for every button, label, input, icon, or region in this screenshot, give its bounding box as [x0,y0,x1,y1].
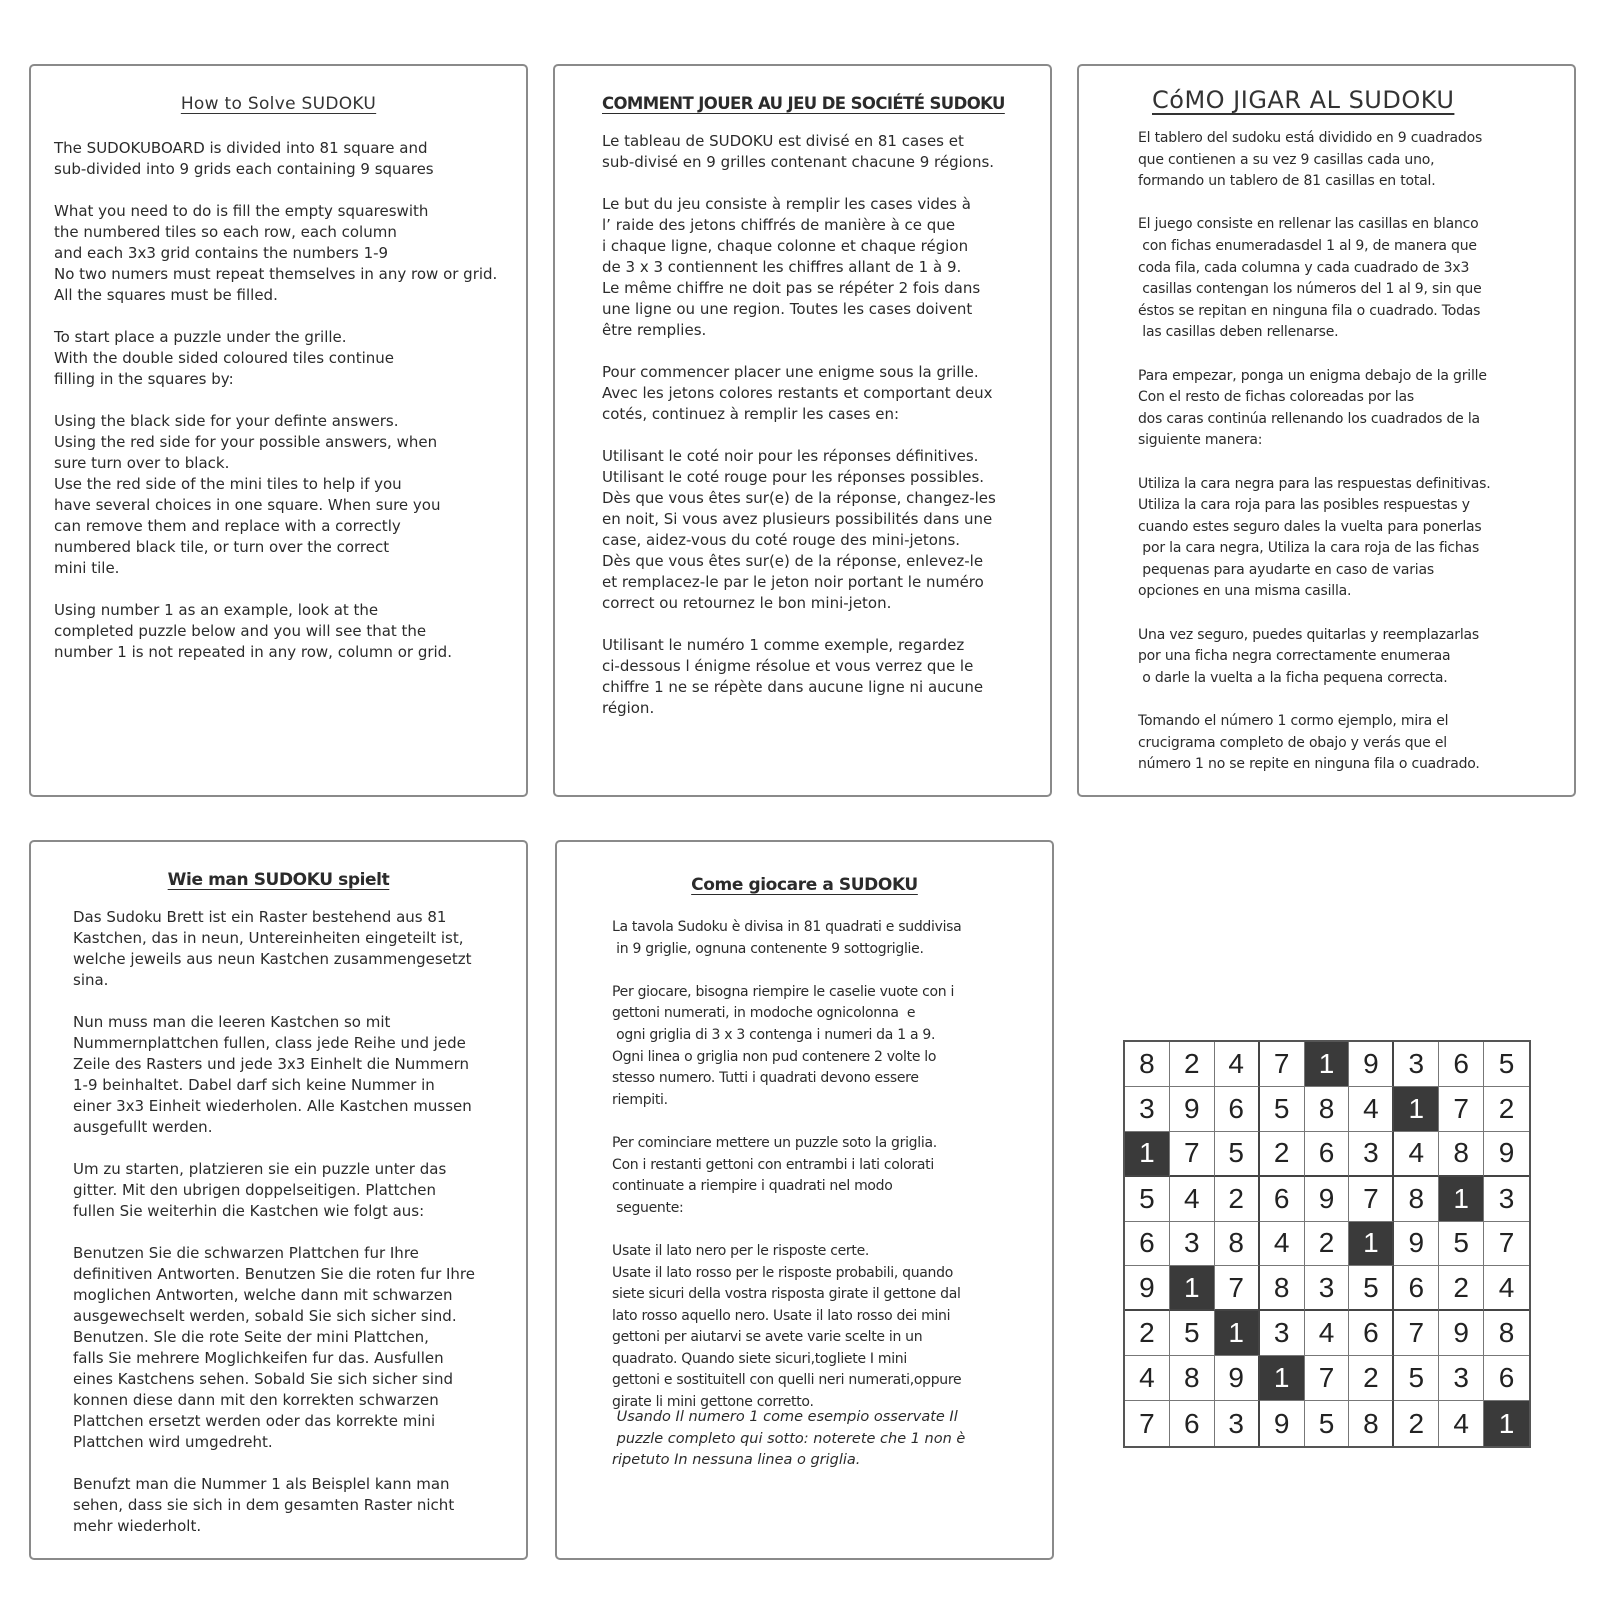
card-title: CóMO JIGAR AL SUDOKU [1152,86,1455,114]
sudoku-cell: 8 [1125,1042,1170,1087]
sudoku-cell: 1 [1215,1311,1260,1356]
sudoku-cell: 9 [1439,1311,1484,1356]
sudoku-example-grid [1123,1040,1531,1448]
sudoku-cell: 9 [1215,1356,1260,1401]
card-body: Das Sudoku Brett ist ein Raster bestehend aus 81 Kastchen, das in neun, Untereinheiten eingeteilt ist, welche jeweils aus neun Kastchen zusammengesetzt sina. Nun muss man die leeren Kastchen so mit Nummernplattchen fullen, class jede Reihe und jede Zeile des Rasters und jede 3x3 Einhelt die Nummern 1-9 beinhaltet. Dabel darf sich keine Nummer in einer 3x3 Einheit wiederholen. Alle Kastchen mussen ausgefullt werden. Um zu starten, platzieren sie ein puzzle unter das gitter. Mit den ubrigen doppelseitigen. Plattchen fullen Sie weiterhin die Kastchen wie folgt aus: Benutzen Sie die schwarzen Plattchen fur Ihre definitiven Antworten. Benutzen Sie die roten fur Ihre moglichen Antworten, welche dann mit schwarzen ausgewechselt werden, sobald Sie sich sicher sind. Benutzen. Sle die rote Seite der mini Plattchen, falls Sie mehrere Moglichkeifen fur das. Ausfullen eines Kastchens sehen. Sobald Sie sich sicher sind konnen diese dann mit den korrekten schwarzen Plattchen ersetzt werden oder das korrekte mini Plattchen wird umgedreht. Benufzt man die Nummer 1 als Beisplel kann man sehen, dass sie sich in dem gesamten Raster nicht mehr wiederholt. [73,908,475,1535]
sudoku-cell: 3 [1260,1311,1305,1356]
sudoku-cell: 9 [1484,1132,1529,1177]
sudoku-cell: 9 [1349,1042,1394,1087]
sudoku-cell: 3 [1125,1087,1170,1132]
sudoku-cell: 7 [1439,1087,1484,1132]
sudoku-cell: 2 [1394,1401,1439,1446]
sudoku-cell: 4 [1305,1311,1350,1356]
sudoku-cell: 1 [1484,1401,1529,1446]
sudoku-cell: 8 [1170,1356,1215,1401]
sudoku-cell: 2 [1349,1356,1394,1401]
sudoku-cell: 8 [1215,1222,1260,1267]
sudoku-cell: 5 [1125,1177,1170,1222]
sudoku-cell: 4 [1394,1132,1439,1177]
sudoku-cell: 4 [1215,1042,1260,1087]
instructions-card-english [29,64,528,797]
card-title: COMMENT JOUER AU JEU DE SOCIÉTÉ SUDOKU [602,94,1005,113]
sudoku-cell: 4 [1349,1087,1394,1132]
sudoku-cell: 9 [1305,1177,1350,1222]
sudoku-cell: 8 [1349,1401,1394,1446]
sudoku-cell: 3 [1439,1356,1484,1401]
card-body: La tavola Sudoku è divisa in 81 quadrati e suddivisa in 9 griglie, ognuna contenente 9 sottogriglie. Per giocare, bisogna riempire le caselie vuote con i gettoni numerati, in modoche ognicolonna e ogni griglia di 3 x 3 contenga i numeri da 1 a 9. Ogni linea o griglia non pud contenere 2 volte lo stesso numero. Tutti i quadrati devono essere riempiti. Per cominciare mettere un puzzle soto la griglia. Con i restanti gettoni con entrambi i lati colorati continuate a riempire i quadrati nel modo seguente: Usate il lato nero per le risposte certe. Usate il lato rosso per le risposte probabili, quando siete sicuri della vostra risposta girate il gettone dal lato rosso aquello nero. Usate il lato rosso dei mini gettoni per aiutarvi se avete varie scelte in un quadrato. Quando siete sicuri,togliete I mini gettoni e sostituitell con quelli neri numerati,oppure girate li mini gettone corretto. [612,919,962,1411]
sudoku-cell: 3 [1305,1266,1350,1311]
sudoku-cell: 5 [1439,1222,1484,1267]
sudoku-cell: 5 [1170,1311,1215,1356]
card-title: Wie man SUDOKU spielt [167,870,390,890]
sudoku-cell: 6 [1170,1401,1215,1446]
sudoku-cell: 2 [1439,1266,1484,1311]
sudoku-cell: 8 [1260,1266,1305,1311]
sudoku-cell: 7 [1394,1311,1439,1356]
sudoku-cell: 5 [1305,1401,1350,1446]
card-body: The SUDOKUBOARD is divided into 81 square and sub-divided into 9 grids each containing 9 squares What you need to do is fill the empty squareswith the numbered tiles so each row, each column and each 3x3 grid contains the numbers 1-9 No two numers must repeat themselves in any row or grid. All the squares must be filled. To start place a puzzle under the grille. With the double sided coloured tiles continue filling in the squares by: Using the black side for your definte answers. Using the red side for your possible answers, when sure turn over to black. Use the red side of the mini tiles to help if you have several choices in one square. When sure you can remove them and replace with a correctly numbered black tile, or turn over the correct mini tile. Using number 1 as an example, look at the completed puzzle below and you will see that the number 1 is not repeated in any row, column or grid. [54,139,498,661]
sudoku-cell: 6 [1260,1177,1305,1222]
sudoku-cell: 3 [1484,1177,1529,1222]
sudoku-cell: 8 [1305,1087,1350,1132]
card-body: Le tableau de SUDOKU est divisé en 81 cases et sub-divisé en 9 grilles contenant chacune 9 régions. Le but du jeu consiste à remplir les cases vides à l’ raide des jetons chiffrés de manière à ce que i chaque ligne, chaque colonne et chaque région de 3 x 3 contiennent les chiffres allant de 1 à 9. Le même chiffre ne doit pas se répéter 2 fois dans une ligne ou une region. Toutes les cases doivent être remplies. Pour commencer placer une enigme sous la grille. Avec les jetons colores restants et comportant deux cotés, continuez à remplir les cases en: Utilisant le coté noir pour les réponses définitives. Utilisant le coté rouge pour les réponses possibles. Dès que vous êtes sur(e) de la réponse, changez-les en noit, Si vous avez plusieurs possibilités dans une case, aidez-vous du coté rouge des mini-jetons. Dès que vous êtes sur(e) de la réponse, enlevez-le et remplacez-le par le jeton noir portant le numéro correct ou retournez le bon mini-jeton. Utilisant le numéro 1 comme exemple, regardez ci-dessous l énigme résolue et vous verrez que le chiffre 1 ne se répète dans aucune ligne ni aucune région. [602,132,996,717]
sudoku-cell: 2 [1260,1132,1305,1177]
sudoku-cell: 6 [1125,1222,1170,1267]
sudoku-cell: 9 [1260,1401,1305,1446]
sudoku-cell: 1 [1170,1266,1215,1311]
sudoku-cell: 3 [1215,1401,1260,1446]
sudoku-cell: 2 [1125,1311,1170,1356]
sudoku-cell: 3 [1349,1132,1394,1177]
sudoku-cell: 4 [1170,1177,1215,1222]
sudoku-cell: 1 [1260,1356,1305,1401]
instructions-card-german [29,840,528,1560]
sudoku-cell: 5 [1260,1087,1305,1132]
sudoku-cell: 6 [1215,1087,1260,1132]
sudoku-cell: 5 [1394,1356,1439,1401]
sudoku-cell: 2 [1484,1087,1529,1132]
sudoku-cell: 2 [1305,1222,1350,1267]
sudoku-cell: 8 [1484,1311,1529,1356]
sudoku-cell: 7 [1349,1177,1394,1222]
sudoku-cell: 7 [1260,1042,1305,1087]
sudoku-cell: 6 [1349,1311,1394,1356]
card-body: El tablero del sudoku está dividido en 9 cuadrados que contienen a su vez 9 casillas cada uno, formando un tablero de 81 casillas en total. El juego consiste en rellenar las casillas en blanco con fichas enumeradasdel 1 al 9, de manera que coda fila, cada columna y cada cuadrado de 3x3 casillas contengan los números del 1 al 9, sin que éstos se repitan en ninguna fila o cuadrado. Todas las casillas deben rellenarse. Para empezar, ponga un enigma debajo de la grille Con el resto de fichas coloreadas por las dos caras continúa rellenando los cuadrados de la siguiente manera: Utiliza la cara negra para las respuestas definitivas. Utiliza la cara roja para las posibles respuestas y cuando estes seguro dales la vuelta para ponerlas por la cara negra, Utiliza la cara roja de las fichas pequenas para ayudarte en caso de varias opciones en una misma casilla. Una vez seguro, puedes quitarlas y reemplazarlas por una ficha negra correctamente enumeraa o darle la vuelta a la ficha pequena correcta. Tomando el número 1 cormo ejemplo, mira el crucigrama completo de obajo y verás que el número 1 no se repite en ninguna fila o cuadrado. [1138,130,1491,773]
sudoku-cell: 6 [1484,1356,1529,1401]
sudoku-cell: 1 [1349,1222,1394,1267]
instructions-card-spanish [1077,64,1576,797]
sudoku-cell: 2 [1170,1042,1215,1087]
sudoku-cell: 1 [1394,1087,1439,1132]
sudoku-cell: 6 [1439,1042,1484,1087]
instructions-card-french [553,64,1052,797]
sudoku-cell: 9 [1125,1266,1170,1311]
sudoku-cell: 2 [1215,1177,1260,1222]
sudoku-cell: 7 [1305,1356,1350,1401]
sudoku-cell: 7 [1215,1266,1260,1311]
sudoku-cell: 3 [1170,1222,1215,1267]
card-title: How to Solve SUDOKU [180,94,377,114]
sudoku-cell: 5 [1484,1042,1529,1087]
sudoku-cell: 4 [1439,1401,1484,1446]
card-example-note: Usando Il numero 1 come esempio osservate Il puzzle completo qui sotto: noterete che 1 non è ripetuto In nessuna linea o griglia. [612,1409,966,1469]
sudoku-cell: 3 [1394,1042,1439,1087]
sudoku-cell: 1 [1305,1042,1350,1087]
sudoku-cell: 6 [1394,1266,1439,1311]
sudoku-cell: 9 [1394,1222,1439,1267]
sudoku-cell: 9 [1170,1087,1215,1132]
instructions-card-italian [555,840,1054,1560]
sudoku-cell: 1 [1439,1177,1484,1222]
sudoku-cell: 7 [1170,1132,1215,1177]
card-title: Come giocare a SUDOKU [691,875,918,895]
sudoku-cell: 8 [1439,1132,1484,1177]
sudoku-cell: 7 [1125,1401,1170,1446]
sudoku-cell: 4 [1484,1266,1529,1311]
sudoku-cell: 1 [1125,1132,1170,1177]
sudoku-cell: 4 [1125,1356,1170,1401]
sudoku-cell: 4 [1260,1222,1305,1267]
sudoku-cell: 8 [1394,1177,1439,1222]
sudoku-cell: 6 [1305,1132,1350,1177]
sudoku-cell: 7 [1484,1222,1529,1267]
sudoku-cell: 5 [1215,1132,1260,1177]
sudoku-cell: 5 [1349,1266,1394,1311]
